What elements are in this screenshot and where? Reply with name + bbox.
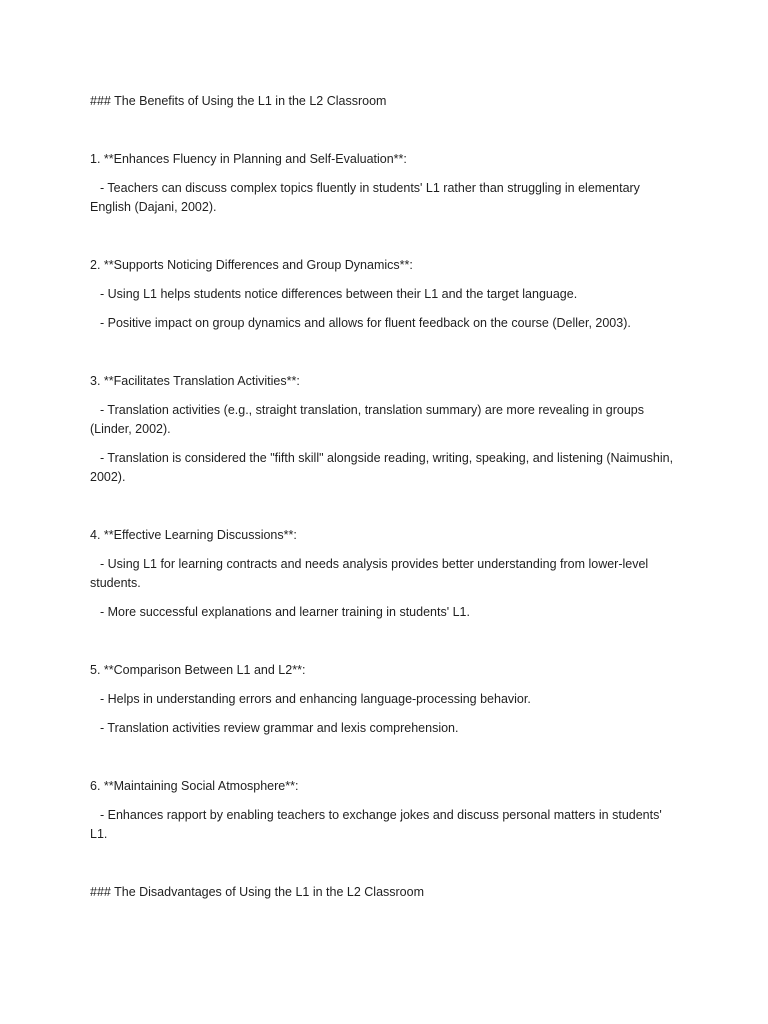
benefit-bullet: - Helps in understanding errors and enhancing language-processing behavior. [100,692,531,706]
disadvantages-heading: ### The Disadvantages of Using the L1 in the L2 Classroom [90,885,424,899]
benefit-title: 1. **Enhances Fluency in Planning and Self-Evaluation**: [90,152,407,166]
benefit-bullet: - Using L1 for learning contracts and needs analysis provides better understanding from lower-level students. [90,557,649,590]
document-page [90,92,676,902]
benefit-bullet: - More successful explanations and learner training in students' L1. [100,605,470,619]
benefit-title: 6. **Maintaining Social Atmosphere**: [90,779,299,793]
benefit-bullet: - Translation activities review grammar and lexis comprehension. [100,721,459,735]
benefit-title: 5. **Comparison Between L1 and L2**: [90,663,306,677]
benefits-heading: ### The Benefits of Using the L1 in the L2 Classroom [90,94,387,108]
benefit-item-3 [90,372,676,487]
benefit-item-6 [90,777,676,844]
benefit-item-4 [90,526,676,622]
benefit-bullet: - Translation is considered the "fifth skill" alongside reading, writing, speaking, and listening (Naimushin, 2002). [90,451,674,484]
benefit-bullet: - Using L1 helps students notice differences between their L1 and the target language. [100,287,578,301]
benefit-item-5 [90,661,676,738]
benefit-bullet: - Enhances rapport by enabling teachers to exchange jokes and discuss personal matters in students' L1. [90,808,662,841]
benefit-item-1 [90,150,676,217]
benefit-bullet: - Teachers can discuss complex topics fluently in students' L1 rather than struggling in elementary English (Dajani, 2002). [90,181,640,214]
benefit-bullet: - Translation activities (e.g., straight translation, translation summary) are more revealing in groups (Linder, 2002). [90,403,644,436]
benefit-title: 4. **Effective Learning Discussions**: [90,528,297,542]
benefit-title: 3. **Facilitates Translation Activities**: [90,374,300,388]
benefit-item-2 [90,256,676,333]
benefit-bullet: - Positive impact on group dynamics and allows for fluent feedback on the course (Deller, 2003). [100,316,631,330]
benefit-title: 2. **Supports Noticing Differences and Group Dynamics**: [90,258,413,272]
